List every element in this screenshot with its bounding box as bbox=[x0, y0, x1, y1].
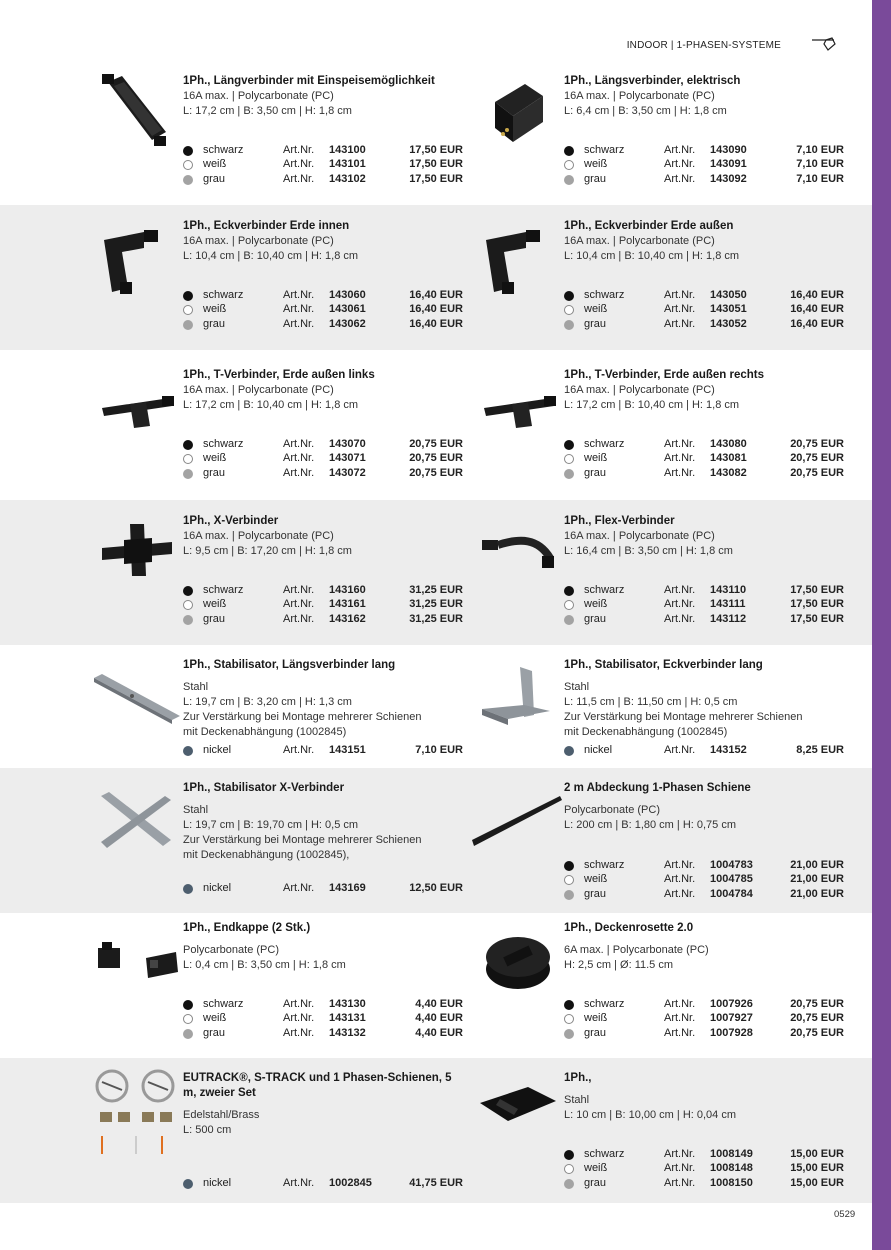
product-image-eutrack-set bbox=[92, 1064, 182, 1160]
section-header: INDOOR | 1-PHASEN-SYSTEME bbox=[626, 40, 781, 51]
product-image-t-verbinder-links bbox=[100, 382, 180, 432]
variant-row: weiß Art.Nr. 143091 7,10 EUR bbox=[564, 158, 844, 172]
article-number: 1007926 bbox=[710, 998, 753, 1010]
color-swatch-black bbox=[564, 291, 574, 301]
article-number: 143169 bbox=[329, 882, 366, 894]
article-number: 143131 bbox=[329, 1012, 366, 1025]
variant-row: grau Art.Nr. 143102 17,50 EUR bbox=[183, 173, 463, 187]
product-spec: 16A max. | Polycarbonate (PC) bbox=[183, 90, 334, 102]
color-swatch-white bbox=[564, 600, 574, 610]
color-swatch-white bbox=[564, 454, 574, 464]
article-number: 1004783 bbox=[710, 859, 753, 871]
price: 7,10 EUR bbox=[415, 744, 463, 756]
price: 4,40 EUR bbox=[415, 1012, 463, 1025]
product-title: 2 m Abdeckung 1-Phasen Schiene bbox=[564, 782, 751, 794]
product-spec: L: 16,4 cm | B: 3,50 cm | H: 1,8 cm bbox=[564, 545, 733, 557]
product-spec: mit Deckenabhängung (1002845) bbox=[564, 726, 728, 738]
price: 17,50 EUR bbox=[790, 584, 844, 596]
price: 31,25 EUR bbox=[409, 584, 463, 596]
product-spec: 16A max. | Polycarbonate (PC) bbox=[564, 235, 715, 247]
product-block bbox=[564, 219, 844, 332]
color-swatch-white bbox=[183, 600, 193, 610]
price: 21,00 EUR bbox=[790, 873, 844, 886]
color-swatch-grey bbox=[564, 615, 574, 625]
price: 16,40 EUR bbox=[409, 289, 463, 301]
product-block bbox=[564, 1071, 844, 1191]
variant-row: schwarz Art.Nr. 1007926 20,75 EUR bbox=[564, 998, 844, 1012]
color-swatch-grey bbox=[183, 1029, 193, 1039]
color-swatch-nickel bbox=[183, 884, 193, 894]
price: 16,40 EUR bbox=[790, 289, 844, 301]
article-number: 1004784 bbox=[710, 887, 753, 900]
product-spec: Polycarbonate (PC) bbox=[183, 944, 279, 956]
color-swatch-white bbox=[183, 454, 193, 464]
color-swatch-grey bbox=[564, 175, 574, 185]
price: 20,75 EUR bbox=[409, 438, 463, 450]
article-number: 143111 bbox=[710, 598, 746, 611]
article-number: 143081 bbox=[710, 452, 747, 465]
color-swatch-white bbox=[183, 305, 193, 315]
product-spec: L: 10 cm | B: 10,00 cm | H: 0,04 cm bbox=[564, 1109, 737, 1121]
product-title: 1Ph., bbox=[564, 1072, 592, 1084]
product-title: 1Ph., T-Verbinder, Erde außen rechts bbox=[564, 369, 765, 381]
price: 31,25 EUR bbox=[409, 598, 463, 611]
product-spec: L: 11,5 cm | B: 11,50 cm | H: 0,5 cm bbox=[564, 696, 738, 708]
color-swatch-nickel bbox=[183, 746, 193, 756]
price: 17,50 EUR bbox=[790, 598, 844, 611]
product-title: 1Ph., T-Verbinder, Erde außen links bbox=[183, 369, 375, 381]
color-swatch-black bbox=[183, 146, 193, 156]
color-swatch-white bbox=[183, 160, 193, 170]
color-swatch-white bbox=[564, 1014, 574, 1024]
article-number: 143091 bbox=[710, 158, 747, 171]
price: 8,25 EUR bbox=[796, 744, 844, 756]
article-number: 1008148 bbox=[710, 1162, 753, 1175]
price: 15,00 EUR bbox=[790, 1148, 844, 1160]
product-block bbox=[564, 514, 844, 627]
color-swatch-black bbox=[564, 146, 574, 156]
product-image-eckverbinder-aussen bbox=[482, 222, 552, 297]
color-swatch-black bbox=[564, 586, 574, 596]
product-image-flex-verbinder bbox=[480, 528, 560, 572]
product-image-1ph-platte bbox=[478, 1085, 558, 1125]
variant-row: schwarz Art.Nr. 1008149 15,00 EUR bbox=[564, 1148, 844, 1162]
color-swatch-grey bbox=[183, 320, 193, 330]
product-block bbox=[183, 781, 463, 896]
price: 17,50 EUR bbox=[790, 612, 844, 625]
product-image-x-verbinder bbox=[100, 520, 175, 580]
variant-row: schwarz Art.Nr. 1004783 21,00 EUR bbox=[564, 859, 844, 873]
price: 4,40 EUR bbox=[415, 998, 463, 1010]
article-number: 1008149 bbox=[710, 1148, 753, 1160]
variant-row: schwarz Art.Nr. 143050 16,40 EUR bbox=[564, 289, 844, 303]
product-title: 1Ph., Stabilisator X-Verbinder bbox=[183, 782, 345, 794]
product-spec: Polycarbonate (PC) bbox=[564, 804, 660, 816]
product-spec: mit Deckenabhängung (1002845), bbox=[183, 849, 350, 861]
product-image-laengsverbinder-elektrisch bbox=[485, 72, 550, 152]
product-image-stabilisator-laengs bbox=[92, 670, 182, 725]
color-swatch-white bbox=[183, 1014, 193, 1024]
product-spec: H: 2,5 cm | Ø: 11.5 cm bbox=[564, 959, 674, 971]
product-title: 1Ph., Längverbinder mit Einspeisemöglichkeit bbox=[183, 75, 435, 87]
article-number: 143052 bbox=[710, 317, 747, 330]
price: 17,50 EUR bbox=[409, 144, 463, 156]
price: 20,75 EUR bbox=[790, 466, 844, 479]
variant-row: schwarz Art.Nr. 143160 31,25 EUR bbox=[183, 584, 463, 598]
product-block bbox=[564, 921, 844, 1041]
article-number: 143092 bbox=[710, 172, 747, 185]
price: 20,75 EUR bbox=[790, 998, 844, 1010]
price: 16,40 EUR bbox=[409, 303, 463, 316]
article-number: 143051 bbox=[710, 303, 747, 316]
article-number: 143161 bbox=[329, 598, 366, 611]
product-block bbox=[183, 368, 463, 481]
variant-row: schwarz Art.Nr. 143100 17,50 EUR bbox=[183, 144, 463, 158]
price: 17,50 EUR bbox=[409, 158, 463, 171]
price: 21,00 EUR bbox=[790, 887, 844, 900]
article-number: 143050 bbox=[710, 289, 747, 301]
color-swatch-black bbox=[564, 440, 574, 450]
product-image-t-verbinder-rechts bbox=[482, 382, 562, 432]
variant-row: grau Art.Nr. 1007928 20,75 EUR bbox=[564, 1027, 844, 1041]
color-swatch-black bbox=[564, 861, 574, 871]
price: 15,00 EUR bbox=[790, 1162, 844, 1175]
product-spec: L: 0,4 cm | B: 3,50 cm | H: 1,8 cm bbox=[183, 959, 346, 971]
product-block bbox=[564, 781, 844, 902]
product-title: 1Ph., Eckverbinder Erde innen bbox=[183, 220, 350, 232]
product-spec: Edelstahl/Brass bbox=[183, 1109, 260, 1121]
product-title: 1Ph., Endkappe (2 Stk.) bbox=[183, 922, 311, 934]
article-number: 143061 bbox=[329, 303, 366, 316]
product-image-stabilisator-x bbox=[95, 790, 175, 850]
color-swatch-grey bbox=[183, 469, 193, 479]
product-title: 1Ph., Flex-Verbinder bbox=[564, 515, 675, 527]
article-number: 143132 bbox=[329, 1026, 366, 1039]
variant-row: nickel Art.Nr. 143152 8,25 EUR bbox=[564, 744, 844, 758]
article-number: 143090 bbox=[710, 144, 747, 156]
variant-row: weiß Art.Nr. 143081 20,75 EUR bbox=[564, 452, 844, 466]
price: 7,10 EUR bbox=[796, 158, 844, 171]
article-number: 143101 bbox=[329, 158, 366, 171]
color-swatch-grey bbox=[183, 175, 193, 185]
variant-row: weiß Art.Nr. 143101 17,50 EUR bbox=[183, 158, 463, 172]
color-swatch-white bbox=[564, 160, 574, 170]
color-swatch-white bbox=[564, 875, 574, 885]
article-number: 143082 bbox=[710, 466, 747, 479]
color-swatch-black bbox=[183, 291, 193, 301]
product-spec: Stahl bbox=[183, 681, 209, 693]
article-number: 143062 bbox=[329, 317, 366, 330]
product-block bbox=[183, 1071, 463, 1191]
variant-row: grau Art.Nr. 1004784 21,00 EUR bbox=[564, 888, 844, 902]
article-number: 143072 bbox=[329, 466, 366, 479]
article-number: 143100 bbox=[329, 144, 366, 156]
price: 20,75 EUR bbox=[409, 466, 463, 479]
product-block bbox=[564, 368, 844, 481]
variant-row: nickel Art.Nr. 143169 12,50 EUR bbox=[183, 882, 463, 896]
variant-row: grau Art.Nr. 143052 16,40 EUR bbox=[564, 318, 844, 332]
product-title: EUTRACK®, S-TRACK und 1 Phasen-Schienen, 5 m, zweier Set bbox=[183, 1072, 452, 1099]
sidebar-color-bar bbox=[872, 0, 891, 1250]
price: 7,10 EUR bbox=[796, 172, 844, 185]
product-spec: L: 17,2 cm | B: 10,40 cm | H: 1,8 cm bbox=[564, 399, 740, 411]
variant-row: grau Art.Nr. 143132 4,40 EUR bbox=[183, 1027, 463, 1041]
price: 20,75 EUR bbox=[790, 438, 844, 450]
product-spec: 16A max. | Polycarbonate (PC) bbox=[564, 384, 715, 396]
article-number: 143112 bbox=[710, 612, 747, 625]
variant-row: nickel Art.Nr. 1002845 41,75 EUR bbox=[183, 1177, 463, 1191]
color-swatch-nickel bbox=[183, 1179, 193, 1189]
product-title: 1Ph., Deckenrosette 2.0 bbox=[564, 922, 694, 934]
variant-row: grau Art.Nr. 143162 31,25 EUR bbox=[183, 613, 463, 627]
article-number: 143110 bbox=[710, 584, 747, 596]
variant-row: schwarz Art.Nr. 143110 17,50 EUR bbox=[564, 584, 844, 598]
color-swatch-grey bbox=[564, 320, 574, 330]
variant-row: weiß Art.Nr. 1007927 20,75 EUR bbox=[564, 1012, 844, 1026]
article-number: 143160 bbox=[329, 584, 366, 596]
product-title: 1Ph., X-Verbinder bbox=[183, 515, 279, 527]
variant-row: schwarz Art.Nr. 143070 20,75 EUR bbox=[183, 438, 463, 452]
product-spec: mit Deckenabhängung (1002845) bbox=[183, 726, 347, 738]
product-block bbox=[564, 658, 844, 758]
article-number: 143151 bbox=[329, 744, 366, 756]
product-title: 1Ph., Stabilisator, Eckverbinder lang bbox=[564, 659, 763, 671]
article-number: 143102 bbox=[329, 172, 366, 185]
color-swatch-nickel bbox=[564, 746, 574, 756]
variant-row: weiß Art.Nr. 143071 20,75 EUR bbox=[183, 452, 463, 466]
price: 7,10 EUR bbox=[796, 144, 844, 156]
article-number: 143080 bbox=[710, 438, 747, 450]
product-spec: L: 10,4 cm | B: 10,40 cm | H: 1,8 cm bbox=[564, 250, 740, 262]
product-block bbox=[183, 658, 463, 758]
product-image-endkappe bbox=[92, 938, 187, 983]
price: 20,75 EUR bbox=[790, 452, 844, 465]
color-swatch-grey bbox=[564, 890, 574, 900]
color-swatch-black bbox=[183, 440, 193, 450]
product-spec: 16A max. | Polycarbonate (PC) bbox=[564, 90, 715, 102]
color-swatch-white bbox=[564, 1164, 574, 1174]
variant-row: weiß Art.Nr. 143111 17,50 EUR bbox=[564, 598, 844, 612]
product-spec: L: 19,7 cm | B: 19,70 cm | H: 0,5 cm bbox=[183, 819, 359, 831]
product-title: 1Ph., Längsverbinder, elektrisch bbox=[564, 75, 741, 87]
article-number: 1008150 bbox=[710, 1176, 753, 1189]
product-block bbox=[183, 219, 463, 332]
product-spec: L: 17,2 cm | B: 10,40 cm | H: 1,8 cm bbox=[183, 399, 359, 411]
product-title: 1Ph., Eckverbinder Erde außen bbox=[564, 220, 734, 232]
variant-row: weiß Art.Nr. 143051 16,40 EUR bbox=[564, 303, 844, 317]
price: 4,40 EUR bbox=[415, 1026, 463, 1039]
color-swatch-black bbox=[564, 1000, 574, 1010]
variant-row: schwarz Art.Nr. 143090 7,10 EUR bbox=[564, 144, 844, 158]
price: 21,00 EUR bbox=[790, 859, 844, 871]
variant-row: weiß Art.Nr. 1008148 15,00 EUR bbox=[564, 1162, 844, 1176]
product-image-abdeckung bbox=[470, 790, 565, 850]
product-spec: Stahl bbox=[564, 681, 590, 693]
product-spec: Zur Verstärkung bei Montage mehrerer Schienen bbox=[183, 834, 422, 846]
product-spec: 16A max. | Polycarbonate (PC) bbox=[183, 530, 334, 542]
variant-row: grau Art.Nr. 143062 16,40 EUR bbox=[183, 318, 463, 332]
price: 17,50 EUR bbox=[409, 172, 463, 185]
price: 20,75 EUR bbox=[790, 1012, 844, 1025]
color-swatch-black bbox=[183, 1000, 193, 1010]
variant-row: schwarz Art.Nr. 143080 20,75 EUR bbox=[564, 438, 844, 452]
product-spec: L: 17,2 cm | B: 3,50 cm | H: 1,8 cm bbox=[183, 105, 352, 117]
color-swatch-grey bbox=[564, 1179, 574, 1189]
product-spec: 6A max. | Polycarbonate (PC) bbox=[564, 944, 709, 956]
article-number: 143070 bbox=[329, 438, 366, 450]
product-block bbox=[183, 921, 463, 1041]
product-block bbox=[183, 514, 463, 627]
color-swatch-grey bbox=[183, 615, 193, 625]
color-swatch-grey bbox=[564, 1029, 574, 1039]
product-spec: L: 200 cm | B: 1,80 cm | H: 0,75 cm bbox=[564, 819, 737, 831]
article-number: 1004785 bbox=[710, 873, 753, 886]
product-image-eckverbinder-innen bbox=[100, 222, 170, 297]
product-spec: 16A max. | Polycarbonate (PC) bbox=[183, 384, 334, 396]
article-number: 1002845 bbox=[329, 1177, 372, 1189]
product-spec: L: 19,7 cm | B: 3,20 cm | H: 1,3 cm bbox=[183, 696, 352, 708]
article-number: 143130 bbox=[329, 998, 366, 1010]
price: 16,40 EUR bbox=[409, 317, 463, 330]
variant-row: weiß Art.Nr. 143061 16,40 EUR bbox=[183, 303, 463, 317]
variant-row: weiß Art.Nr. 143161 31,25 EUR bbox=[183, 598, 463, 612]
article-number: 1007928 bbox=[710, 1026, 753, 1039]
product-spec: Zur Verstärkung bei Montage mehrerer Schienen bbox=[564, 711, 803, 723]
variant-row: grau Art.Nr. 143092 7,10 EUR bbox=[564, 173, 844, 187]
price: 20,75 EUR bbox=[409, 452, 463, 465]
product-image-deckenrosette bbox=[482, 925, 554, 995]
product-spec: 16A max. | Polycarbonate (PC) bbox=[564, 530, 715, 542]
page-number: 0529 bbox=[834, 1209, 856, 1220]
variant-row: grau Art.Nr. 143112 17,50 EUR bbox=[564, 613, 844, 627]
price: 20,75 EUR bbox=[790, 1026, 844, 1039]
price: 12,50 EUR bbox=[409, 882, 463, 894]
price: 41,75 EUR bbox=[409, 1177, 463, 1189]
variant-row: schwarz Art.Nr. 143130 4,40 EUR bbox=[183, 998, 463, 1012]
product-spec: L: 10,4 cm | B: 10,40 cm | H: 1,8 cm bbox=[183, 250, 359, 262]
color-swatch-grey bbox=[564, 469, 574, 479]
variant-row: grau Art.Nr. 1008150 15,00 EUR bbox=[564, 1177, 844, 1191]
article-number: 143152 bbox=[710, 744, 747, 756]
color-swatch-black bbox=[183, 586, 193, 596]
product-image-stabilisator-eck bbox=[480, 665, 555, 730]
product-spec: L: 6,4 cm | B: 3,50 cm | H: 1,8 cm bbox=[564, 105, 727, 117]
product-block bbox=[564, 74, 844, 187]
article-number: 1007927 bbox=[710, 1012, 753, 1025]
product-title: 1Ph., Stabilisator, Längsverbinder lang bbox=[183, 659, 396, 671]
price: 31,25 EUR bbox=[409, 612, 463, 625]
color-swatch-white bbox=[564, 305, 574, 315]
article-number: 143162 bbox=[329, 612, 366, 625]
product-spec: L: 9,5 cm | B: 17,20 cm | H: 1,8 cm bbox=[183, 545, 352, 557]
product-image-laengverbinder-einspeisung bbox=[100, 72, 170, 152]
product-spec: Zur Verstärkung bei Montage mehrerer Schienen bbox=[183, 711, 422, 723]
product-spec: L: 500 cm bbox=[183, 1124, 232, 1136]
variant-row: grau Art.Nr. 143072 20,75 EUR bbox=[183, 467, 463, 481]
variant-row: grau Art.Nr. 143082 20,75 EUR bbox=[564, 467, 844, 481]
price: 16,40 EUR bbox=[790, 303, 844, 316]
variant-row: weiß Art.Nr. 1004785 21,00 EUR bbox=[564, 873, 844, 887]
product-spec: Stahl bbox=[183, 804, 209, 816]
variant-row: nickel Art.Nr. 143151 7,10 EUR bbox=[183, 744, 463, 758]
product-spec: Stahl bbox=[564, 1094, 590, 1106]
product-block bbox=[183, 74, 463, 187]
article-number: 143060 bbox=[329, 289, 366, 301]
price: 16,40 EUR bbox=[790, 317, 844, 330]
price: 15,00 EUR bbox=[790, 1176, 844, 1189]
variant-row: schwarz Art.Nr. 143060 16,40 EUR bbox=[183, 289, 463, 303]
product-spec: 16A max. | Polycarbonate (PC) bbox=[183, 235, 334, 247]
variant-row: weiß Art.Nr. 143131 4,40 EUR bbox=[183, 1012, 463, 1026]
brand-logo-icon bbox=[812, 36, 836, 52]
article-number: 143071 bbox=[329, 452, 366, 465]
color-swatch-black bbox=[564, 1150, 574, 1160]
